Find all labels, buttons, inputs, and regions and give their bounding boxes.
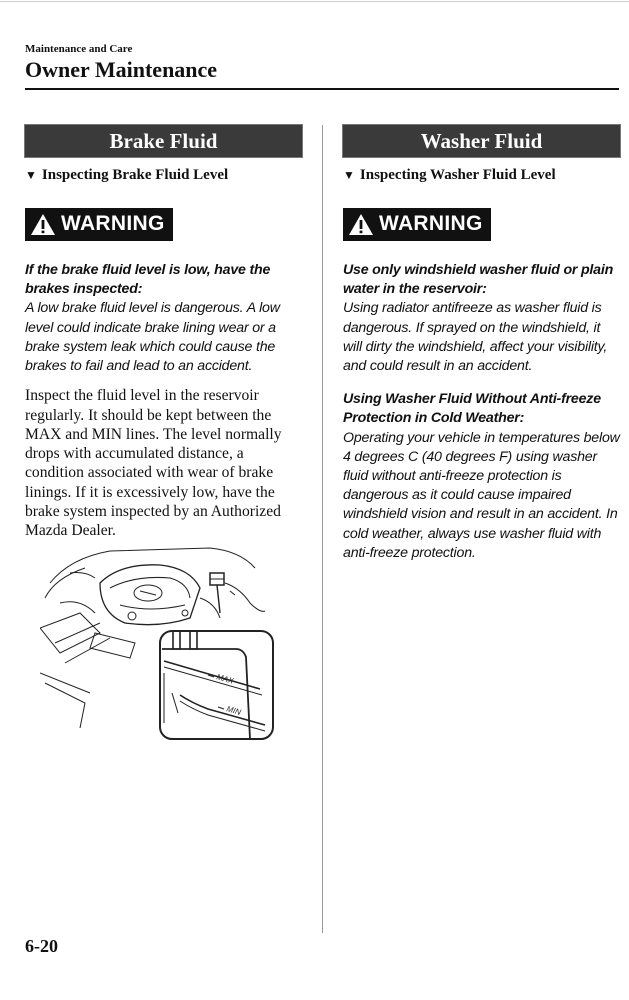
title-rule bbox=[25, 88, 619, 90]
brake-warning-title: If the brake fluid level is low, have the brakes inspected: bbox=[25, 262, 271, 298]
section-label: Maintenance and Care bbox=[25, 43, 133, 55]
washer-warning1-title: Use only windshield washer fluid or plain water in the reservoir: bbox=[343, 262, 614, 298]
max-label: MAX bbox=[215, 672, 235, 686]
triangle-down-icon: ▼ bbox=[25, 168, 37, 182]
brake-fluid-column bbox=[25, 125, 302, 541]
top-border bbox=[0, 1, 629, 2]
washer-warning-label: WARNING bbox=[379, 212, 483, 235]
brake-warning-badge bbox=[25, 208, 173, 241]
warning-triangle-icon bbox=[348, 213, 374, 236]
page-number: 6-20 bbox=[25, 936, 58, 956]
washer-warning-badge bbox=[343, 208, 491, 241]
washer-subheading-text: Inspecting Washer Fluid Level bbox=[359, 167, 556, 183]
brake-subheading-text: Inspecting Brake Fluid Level bbox=[41, 167, 229, 183]
warning-triangle-icon bbox=[30, 213, 56, 236]
brake-fluid-subheading bbox=[25, 167, 302, 184]
washer-fluid-subheading bbox=[343, 167, 620, 184]
min-label: MIN bbox=[225, 704, 243, 717]
brake-body-text: Inspect the fluid level in the reservoir regularly. It should be kept between the MAX and MIN lines. The level normally drops with accumulated distance, a condition associated with wear of brake linings. If it is excessively low, have the brake system inspected by an Authorized Mazda Dealer. bbox=[25, 387, 282, 540]
brake-reservoir-diagram bbox=[40, 543, 280, 743]
brake-fluid-heading: Brake Fluid bbox=[25, 125, 302, 157]
washer-fluid-heading: Washer Fluid bbox=[343, 125, 620, 157]
brake-warning-label: WARNING bbox=[61, 212, 165, 235]
washer-fluid-column bbox=[343, 125, 620, 563]
washer-warning1-body: Using radiator antifreeze as washer fluid is dangerous. If sprayed on the windshield, it will dirty the windshield, affect your visibility, and could result in an accident. bbox=[343, 300, 608, 375]
triangle-down-icon: ▼ bbox=[343, 168, 355, 182]
column-divider bbox=[322, 125, 323, 933]
page-title: Owner Maintenance bbox=[25, 57, 218, 82]
brake-warning-body: A low brake fluid level is dangerous. A low level could indicate brake lining wear or a brake system leak which could cause the brakes to fail and lead to an accident. bbox=[25, 300, 280, 375]
washer-warning2-body: Operating your vehicle in temperatures below 4 degrees C (40 degrees F) using washer fluid without anti-freeze protection is dangerous as it could cause impaired windshield vision and result in an accident. In cold weather, always use washer fluid with anti-freeze protection. bbox=[343, 429, 620, 561]
washer-warning2-title: Using Washer Fluid Without Anti-freeze Protection in Cold Weather: bbox=[343, 391, 601, 427]
